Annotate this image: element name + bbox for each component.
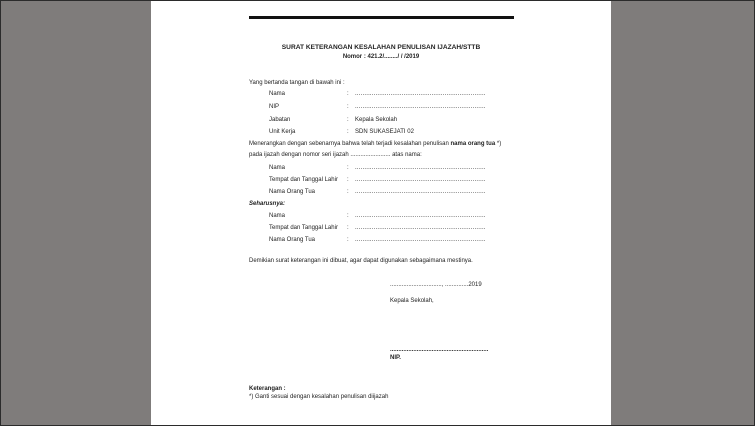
correct-name-label: Nama <box>269 213 286 219</box>
signer-name-value: ...................................................................... <box>355 91 486 97</box>
statement-post: *) <box>496 141 502 147</box>
signer-name-colon: : <box>347 91 349 97</box>
signer-position-value: Kepala Sekolah <box>355 117 398 123</box>
document-number: Nomor : 421.2/......../ / /2019 <box>342 54 420 60</box>
correct-parent-colon: : <box>347 237 349 243</box>
wrong-name-value: ...................................................................... <box>355 165 486 171</box>
date-line: ..............................., ..............2019 <box>390 282 482 288</box>
signer-unit-label: Unit Kerja <box>269 129 296 135</box>
wrong-birth-label: Tempat dan Tanggal Lahir <box>269 177 338 183</box>
statement-line-2: pada ijazah dengan nomor seri ijazah ........................ atas nama: <box>249 152 422 158</box>
document-title: SURAT KETERANGAN KESALAHAN PENULISAN IJAZAH/STTB <box>281 44 481 51</box>
notes-heading: Keterangan : <box>249 386 286 392</box>
wrong-birth-colon: : <box>347 177 349 183</box>
correct-parent-value: ...................................................................... <box>355 237 486 243</box>
signer-position-colon: : <box>347 117 349 123</box>
statement-line-1 <box>249 141 501 148</box>
correct-heading: Seharusnya: <box>249 201 286 207</box>
correct-birth-value: ...................................................................... <box>355 225 486 231</box>
signature-nip: NIP. <box>390 355 401 361</box>
signer-nip-value: ...................................................................... <box>355 104 486 110</box>
signer-nip-colon: : <box>347 104 349 110</box>
statement-pre: Menerangkan dengan sebenarnya bahwa telah terjadi kesalahan penulisan <box>249 141 449 147</box>
signature-line: ........................................................... <box>390 347 489 353</box>
wrong-name-label: Nama <box>269 165 286 171</box>
wrong-parent-value: ...................................................................... <box>355 189 486 195</box>
wrong-name-colon: : <box>347 165 349 171</box>
intro-text: Yang bertanda tangan di bawah ini : <box>249 80 345 86</box>
closing-text: Demikian surat keterangan ini dibuat, agar dapat digunakan sebagaimana mestinya. <box>249 258 473 264</box>
signer-unit-value: SDN SUKASEJATI 02 <box>355 129 414 135</box>
correct-birth-label: Tempat dan Tanggal Lahir <box>269 225 338 231</box>
signer-name-label: Nama <box>269 91 286 97</box>
correct-name-colon: : <box>347 213 349 219</box>
signer-nip-label: NIP <box>269 104 280 110</box>
wrong-parent-label: Nama Orang Tua <box>269 189 316 195</box>
wrong-birth-value: ...................................................................... <box>355 177 486 183</box>
correct-parent-label: Nama Orang Tua <box>269 237 316 243</box>
signer-title: Kepala Sekolah, <box>390 298 434 304</box>
wrong-parent-colon: : <box>347 189 349 195</box>
header-rule <box>249 16 514 19</box>
correct-name-value: ...................................................................... <box>355 213 486 219</box>
signer-position-label: Jabatan <box>269 117 291 123</box>
statement-bold: nama orang tua <box>450 141 496 147</box>
correct-birth-colon: : <box>347 225 349 231</box>
notes-text: *) Ganti sesuai dengan kesalahan penulisan diijazah <box>249 394 389 400</box>
signer-unit-colon: : <box>347 129 349 135</box>
document-page <box>151 1 611 425</box>
